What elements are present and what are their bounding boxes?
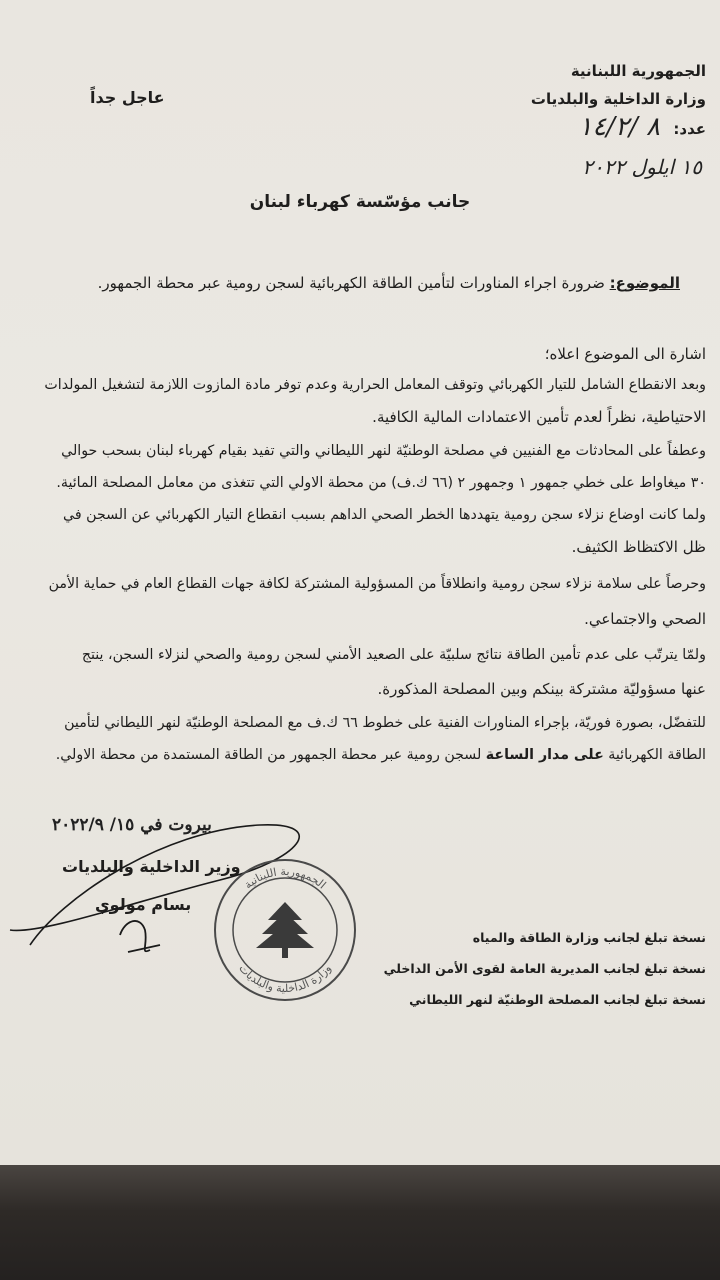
- reference-number-label: عدد:: [673, 120, 706, 138]
- body-line-2: وبعد الانقطاع الشامل للتيار الكهربائي وتوقف المعامل الحرارية وعدم توفر مادة المازوت اللازمة لتشغيل المولدات: [44, 377, 706, 393]
- body-line-4: وعطفاً على المحادثات مع الفنيين في مصلحة الوطنيّة لنهر الليطاني والتي تفيد بقيام كهرباء لبنان بسحب حوالي: [61, 443, 706, 459]
- seal-bottom-text: وزارة الداخلية والبلديات: [236, 961, 334, 996]
- letter-date: ١٥ ايلول ٢٠٢٢: [582, 155, 702, 179]
- signatory-title: وزير الداخلية والبلديات: [62, 857, 241, 876]
- body-line-5: ٣٠ ميغاواط على خطي جمهور ١ وجمهور ٢ (٦٦ ك.ف) من محطة الاولي التي تتغذى من معامل المصلحة المائية.: [56, 475, 706, 491]
- subject-text: ضرورة اجراء المناورات لتأمين الطاقة الكهربائية لسجن رومية عبر محطة الجمهور.: [97, 274, 605, 292]
- copy-line-3: نسخة تبلغ لجانب المصلحة الوطنيّة لنهر الليطاني: [409, 992, 706, 1007]
- body-line-1: اشارة الى الموضوع اعلاه؛: [544, 345, 706, 363]
- body-line-13-part-a: الطاقة الكهربائية: [608, 747, 706, 763]
- seal-top-text: الجمهورية اللبنانية: [241, 864, 329, 892]
- subject-label: الموضوع:: [609, 274, 680, 292]
- copy-line-1: نسخة تبلغ لجانب وزارة الطاقة والمياه: [472, 930, 706, 945]
- reference-number-value: ٨ /١٤/٢: [578, 112, 660, 142]
- signature-initial: [120, 921, 160, 952]
- cedar-icon: [256, 902, 314, 958]
- copy-line-2: نسخة تبلغ لجانب المديرية العامة لقوى الأمن الداخلي: [383, 961, 706, 976]
- urgent-mark: عاجل جداً: [90, 88, 165, 107]
- body-line-10: ولمّا يترتّب على عدم تأمين الطاقة نتائج سلبيّة على الصعيد الأمني لسجن رومية والصحي لنزلاء السجن، ينتج: [81, 647, 706, 663]
- dark-background: [0, 1165, 720, 1280]
- body-line-9: الصحي والاجتماعي.: [584, 610, 706, 628]
- republic-heading: الجمهورية اللبنانية: [570, 62, 706, 80]
- body-line-12: للتفضّل، بصورة فوريّة، بإجراء المناورات الفنية على خطوط ٦٦ ك.ف مع المصلحة الوطنيّة لنهر الليطاني لتأمين: [64, 715, 706, 731]
- signatory-name: بسام مولوي: [95, 895, 192, 914]
- body-line-13-part-c: لسجن رومية عبر محطة الجمهور من الطاقة المستمدة من محطة الاولي.: [55, 747, 482, 763]
- body-line-13-emphasis: على مدار الساعة: [485, 747, 604, 763]
- body-line-3: الاحتياطية، نظراً لعدم تأمين الاعتمادات المالية الكافية.: [372, 408, 706, 426]
- body-line-11: عنها مسؤوليّة مشتركة بينكم وبين المصلحة المذكورة.: [377, 680, 706, 698]
- body-line-8: وحرصاً على سلامة نزلاء سجن رومية وانطلاقاً من المسؤولية المشتركة لكافة جهات القطاع العام في حماية الأمن: [48, 576, 706, 592]
- ministry-heading: وزارة الداخلية والبلديات: [530, 90, 706, 108]
- place-date: بيروت في ١٥/ ٢٠٢٢/٩: [52, 815, 212, 835]
- addressee: جانب مؤسّسة كهرباء لبنان: [249, 192, 471, 212]
- body-line-7: ظل الاكتظاظ الكثيف.: [571, 538, 706, 556]
- body-line-6: ولما كانت اوضاع نزلاء سجن رومية يتهددها الخطر الصحي الداهم بسبب انقطاع التيار الكهربائي عن السجن في: [63, 507, 706, 523]
